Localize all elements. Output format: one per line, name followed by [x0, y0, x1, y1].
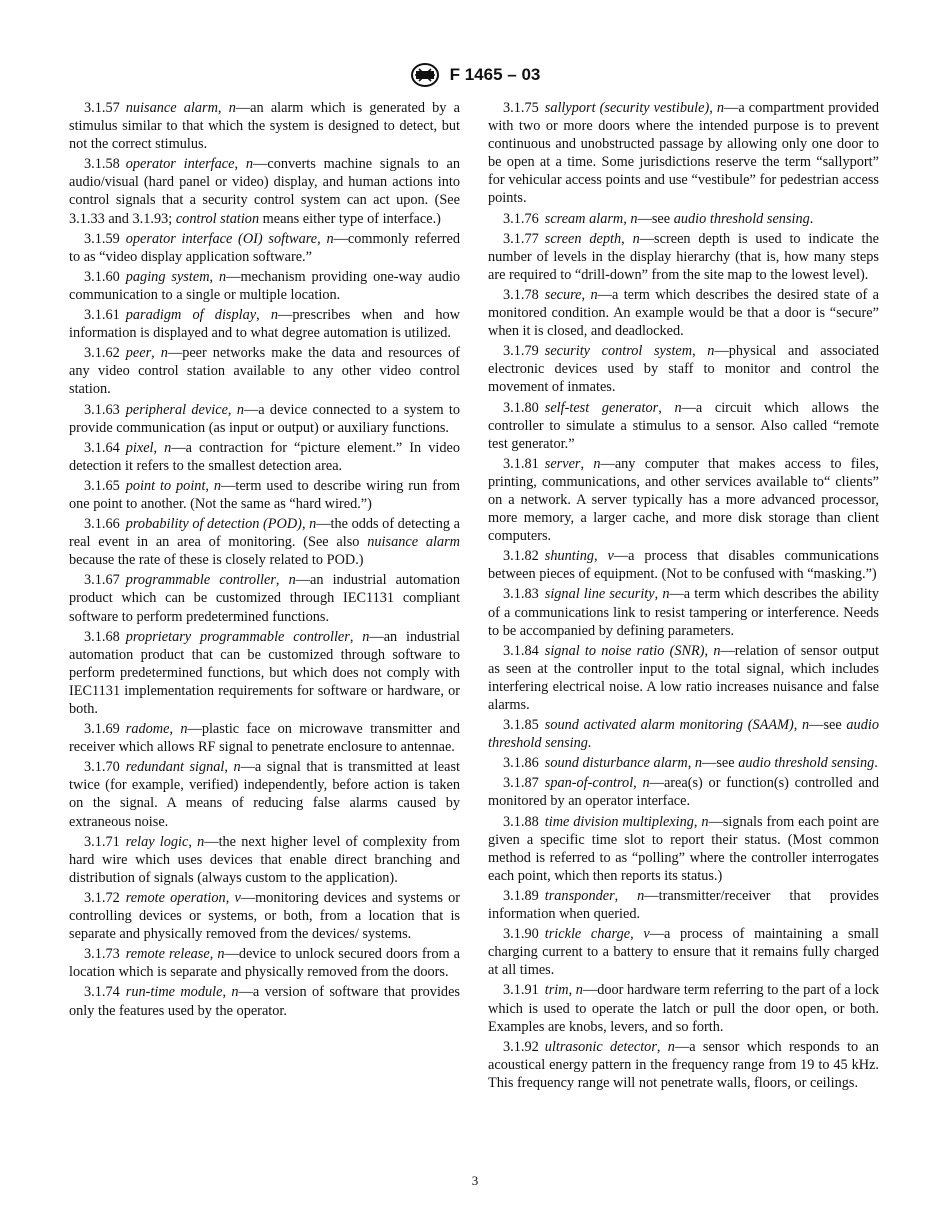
- entry-term: self-test generator: [544, 399, 659, 416]
- entry-definition: —a term which describes the desired state of a monitored condition. An example would be that a door is “secure” when it is closed, and deadlocked.: [488, 286, 879, 340]
- entry-term: server: [544, 455, 581, 472]
- definition-entry: 3.1.62 peer, n—peer networks make the data and resources of any video control station available to any other video control station.: [69, 345, 460, 398]
- definition-entry: 3.1.63 peripheral device, n—a device connected to a system to provide communication (as input or output) or auxiliary functions.: [69, 401, 460, 436]
- entry-number: 3.1.72: [84, 889, 120, 906]
- part-of-speech: n: [575, 982, 583, 999]
- part-of-speech: n: [180, 721, 188, 738]
- definition-entry: 3.1.65 point to point, n—term used to describe wiring run from one point to another. (Not the same as “hard wired.”): [69, 477, 460, 512]
- entry-term: peripheral device: [125, 401, 228, 418]
- entry-term: remote release: [125, 946, 210, 963]
- part-of-speech: n: [288, 572, 296, 589]
- page-header: [0, 62, 950, 88]
- definition-entry: 3.1.89 transponder, n—transmitter/receiver that provides information when queried.: [488, 887, 879, 923]
- entry-definition-continued: because the rate of these is closely related to POD.): [69, 552, 364, 569]
- entry-number: 3.1.61: [84, 307, 120, 324]
- definition-entry: 3.1.88 time division multiplexing, n—signals from each point are given a specific time slot to report their status. (Most common method is referred to as “polling” where the controller interrogates each point, which then reports its status.): [488, 813, 879, 884]
- entry-term: operator interface: [125, 156, 235, 173]
- entry-term: shunting: [544, 548, 595, 565]
- definition-entry: 3.1.57 nuisance alarm, n—an alarm which is generated by a stimulus similar to that which the system is designed to detect, but not the correct stimulus.: [69, 100, 460, 153]
- part-of-speech: n: [197, 833, 205, 850]
- entry-term: nuisance alarm: [125, 100, 218, 116]
- entry-term: probability of detection (POD): [125, 516, 302, 533]
- definition-entry: 3.1.75 sallyport (security vestibule), n—a compartment provided with two or more doors where the intended purpose is to prevent continuous and unobstructed passage by allowing only one door to be open at a time. Some jurisdictions reserve the term “sallyport” for vehicular access points and use “vestibule” for pedestrian access points.: [488, 100, 880, 207]
- entry-term: remote operation: [125, 889, 226, 906]
- page-number: 3: [471, 1173, 479, 1188]
- part-of-speech: n: [667, 1038, 675, 1055]
- entry-number: 3.1.75: [503, 100, 539, 116]
- entry-term: redundant signal: [125, 759, 225, 776]
- entry-term: relay logic: [125, 833, 189, 850]
- entry-definition: —area(s) or function(s) controlled and monitored by an operator interface.: [488, 775, 879, 810]
- entry-term: sound disturbance alarm: [544, 755, 688, 772]
- entry-number: 3.1.69: [84, 721, 120, 738]
- part-of-speech: n: [590, 286, 598, 303]
- definition-entry: 3.1.81 server, n—any computer that makes access to files, printing, communications, and other services available to“ clients” on a network. A server typically has a more advanced processor, more memory, a larger cache, and more disk storage than client computers.: [488, 455, 879, 545]
- entry-number: 3.1.74: [84, 984, 120, 1001]
- entry-definition: —mechanism providing one-way audio communication to a single or multiple location.: [69, 268, 461, 303]
- entry-definition: —a process that disables communications between pieces of equipment. (Not to be confused with “masking.”): [488, 548, 879, 583]
- definition-entry: 3.1.92 ultrasonic detector, n—a sensor which responds to an acoustical energy pattern in the frequency range from 19 to 45 kHz. This frequency range will not penetrate walls, floors, or ceilings.: [488, 1038, 880, 1091]
- part-of-speech: n: [270, 307, 279, 324]
- definition-entry: 3.1.84 signal to noise ratio (SNR), n—relation of sensor output as seen at the controller input to the total signal, which includes interfering electrical noise. A low ratio increases nuisance and false alarms.: [488, 642, 879, 713]
- part-of-speech: n: [642, 775, 650, 792]
- entry-term: signal line security: [544, 586, 655, 603]
- entry-number: 3.1.84: [503, 642, 539, 659]
- entry-number: 3.1.88: [503, 813, 539, 830]
- entry-number: 3.1.70: [84, 759, 120, 776]
- part-of-speech: n: [309, 516, 317, 533]
- part-of-speech: v: [607, 548, 614, 565]
- entry-term: time division multiplexing: [544, 813, 694, 830]
- entry-definition: —term used to describe wiring run from one point to another. (Not the same as “hard wired.”): [69, 477, 460, 512]
- entry-definition: —a signal that is transmitted at least twice (for example, verified) independently, before action is taken on the signal. A means of reducing false alarms caused by extraneous noise.: [69, 759, 460, 830]
- entry-definition: —an alarm which is generated by a stimulus similar to that which the system is designed to detect, but not the correct stimulus.: [69, 100, 460, 153]
- entry-number: 3.1.86: [503, 755, 539, 772]
- entry-definition-continued: means either type of interface.): [259, 210, 441, 227]
- entry-definition: —signals from each point are given a specific time slot to report their status. (Most common method is referred to as “polling” where the controller interrogates each point, which then reports its status.): [488, 813, 879, 884]
- cross-reference: audio threshold sensing: [673, 210, 810, 227]
- definition-entry: 3.1.76 scream alarm, n—see audio threshold sensing.: [503, 210, 814, 227]
- definition-entry: 3.1.74 run-time module, n—a version of software that provides only the features used by the operator.: [69, 984, 460, 1019]
- part-of-speech: n: [228, 100, 236, 116]
- definition-entry: 3.1.59 operator interface (OI) software, n—commonly referred to as “video display application software.”: [69, 230, 460, 265]
- definition-entry: 3.1.87 span-of-control, n—area(s) or function(s) controlled and monitored by an operator interface.: [488, 775, 879, 810]
- entry-term: pixel: [125, 439, 154, 456]
- part-of-speech: n: [164, 439, 172, 456]
- entry-term: secure: [544, 286, 582, 303]
- left-column: [69, 99, 460, 1022]
- definition-entry: 3.1.67 programmable controller, n—an industrial automation product which can be customized through IEC1131 compliant software to perform predetermined functions.: [69, 572, 460, 625]
- entry-term: paging system: [125, 268, 210, 285]
- part-of-speech: n: [362, 628, 370, 645]
- part-of-speech: n: [674, 399, 682, 416]
- entry-term: sound activated alarm monitoring (SAAM): [544, 717, 794, 734]
- entry-number: 3.1.73: [84, 946, 120, 963]
- part-of-speech: v: [234, 889, 241, 906]
- part-of-speech: n: [160, 345, 168, 362]
- definition-entry: 3.1.82 shunting, v—a process that disables communications between pieces of equipment. (Not to be confused with “masking.”): [488, 548, 879, 583]
- entry-definition: —monitoring devices and systems or controlling devices or systems, or both, from a location that is separate and physically removed from the devices/ systems.: [69, 889, 460, 943]
- entry-term: sallyport (security vestibule): [544, 100, 710, 116]
- entry-number: 3.1.71: [84, 833, 120, 850]
- entry-definition: —a sensor which responds to an acoustical energy pattern in the frequency range from 19 to 45 kHz. This frequency range will not penetrate walls, floors, or ceilings.: [488, 1038, 880, 1091]
- definition-entry: 3.1.83 signal line security, n—a term which describes the ability of a communications link to resist tampering or interference. Needs to be accompanied by defining parameters.: [488, 586, 879, 639]
- entry-number: 3.1.76: [503, 210, 539, 227]
- definition-entry: 3.1.69 radome, n—plastic face on microwave transmitter and receiver which allows RF signal to penetrate enclosure to antennae.: [69, 721, 460, 756]
- definition-entry: 3.1.61 paradigm of display, n—prescribes when and how information is displayed and to what degree automation is utilized.: [69, 307, 460, 342]
- part-of-speech: n: [236, 401, 244, 418]
- entry-definition: —door hardware term referring to the part of a lock which is used to operate the latch or pull the door open, or both. Examples are knobs, levers, and so forth.: [488, 982, 879, 1035]
- entry-definition: —a device connected to a system to provide communication (as input or output) or auxiliary functions.: [69, 401, 460, 436]
- definition-entry: 3.1.77 screen depth, n—screen depth is used to indicate the number of levels in the display hierarchy (that is, how many steps are required to “drill-down” from the site map to the lowest level).: [488, 230, 879, 283]
- entry-definition: —a compartment provided with two or more doors where the intended purpose is to prevent continuous and unobstructed passage by allowing only one door to be open at a time. Some jurisdictions reserve the term “sallyport” for vehicular access points and use “vestibule” for pedestrian access points.: [488, 100, 880, 207]
- entry-term: ultrasonic detector: [544, 1038, 657, 1055]
- entry-number: 3.1.57: [84, 100, 120, 116]
- definition-entry: 3.1.72 remote operation, v—monitoring devices and systems or controlling devices or systems, or both, from a location that is separate and physically removed from the devices/ systems.: [69, 889, 460, 943]
- entry-term: transponder: [544, 887, 615, 904]
- right-column: [488, 99, 879, 1094]
- definition-entry: 3.1.79 security control system, n—physical and associated electronic devices used by staff to monitor and control the movement of inmates.: [488, 343, 879, 396]
- part-of-speech: n: [707, 343, 715, 360]
- part-of-speech: n: [213, 477, 222, 494]
- entry-term: security control system: [544, 343, 693, 360]
- entry-number: 3.1.91: [503, 982, 539, 999]
- entry-definition: —a contraction for “picture element.” In video detection it refers to the smallest detection area.: [69, 439, 460, 474]
- entry-definition: —plastic face on microwave transmitter and receiver which allows RF signal to penetrate enclosure to antennae.: [69, 721, 460, 756]
- part-of-speech: n: [662, 586, 670, 603]
- definition-entry: 3.1.78 secure, n—a term which describes the desired state of a monitored condition. An example would be that a door is “secure” when it is closed, and deadlocked.: [488, 286, 879, 340]
- entry-definition: —a version of software that provides only the features used by the operator.: [69, 984, 460, 1019]
- entry-number: 3.1.92: [503, 1038, 539, 1055]
- cross-reference: audio threshold sensing.: [488, 717, 879, 752]
- entry-number: 3.1.65: [84, 477, 120, 494]
- entry-number: 3.1.80: [503, 399, 539, 416]
- entry-definition: —relation of sensor output as seen at the controller input to the total signal, which includes interfering electrical noise. A low ratio increases nuisance and false alarms.: [488, 642, 879, 713]
- part-of-speech: n: [217, 946, 225, 963]
- entry-term: paradigm of display: [125, 307, 257, 324]
- entry-definition: —transmitter/receiver that provides information when queried.: [488, 887, 879, 923]
- definition-entry: 3.1.80 self-test generator, n—a circuit which allows the controller to simulate a stimulus to a sensor. Also called “remote test generator.”: [488, 399, 879, 452]
- entry-term: run-time module: [125, 984, 223, 1001]
- entry-number: 3.1.85: [503, 717, 539, 734]
- part-of-speech: n: [593, 455, 601, 472]
- definition-entry: 3.1.58 operator interface, n—converts machine signals to an audio/visual (hard panel or video) display, and human actions into control signals that a security control system can act upon. (See 3.1.33 and 3.1.93; control station means either type of interface.): [69, 156, 460, 227]
- entry-definition: —peer networks make the data and resources of any video control station available to any other video control station.: [69, 345, 460, 398]
- astm-logo-icon: [410, 62, 440, 88]
- part-of-speech: n: [694, 755, 703, 772]
- entry-number: 3.1.59: [84, 230, 120, 247]
- part-of-speech: n: [716, 100, 725, 116]
- entry-definition: —see: [637, 210, 674, 227]
- definition-entry: 3.1.91 trim, n—door hardware term referring to the part of a lock which is used to operate the latch or pull the door open, or both. Examples are knobs, levers, and so forth.: [488, 982, 879, 1035]
- entry-term: proprietary programmable controller: [125, 628, 350, 645]
- entry-number: 3.1.89: [503, 887, 539, 904]
- entry-number: 3.1.66: [84, 516, 120, 533]
- entry-term: radome: [125, 721, 170, 738]
- entry-definition: —the odds of detecting a real event in an area of monitoring. (See also: [69, 516, 460, 551]
- definition-entry: 3.1.60 paging system, n—mechanism providing one-way audio communication to a single or multiple location.: [69, 268, 461, 303]
- part-of-speech: n: [233, 759, 241, 776]
- entry-term: signal to noise ratio (SNR): [544, 642, 705, 659]
- entry-definition: —any computer that makes access to files, printing, communications, and other services available to“ clients” on a network. A server typically has a more advanced processor, more memory, a larger cache, and more disk storage than client computers.: [488, 455, 879, 545]
- entry-definition: —an industrial automation product which can be customized through IEC1131 compliant software to perform predetermined functions.: [69, 572, 460, 625]
- entry-number: 3.1.58: [84, 156, 120, 173]
- definition-entry: 3.1.66 probability of detection (POD), n—the odds of detecting a real event in an area of monitoring. (See also nuisance alarm because the rate of these is closely related to POD.): [69, 516, 460, 569]
- entry-definition: —a circuit which allows the controller to simulate a stimulus to a sensor. Also called “remote test generator.”: [488, 399, 879, 452]
- part-of-speech: n: [630, 210, 638, 227]
- entry-definition: —physical and associated electronic devices used by staff to monitor and control the movement of inmates.: [488, 343, 879, 396]
- entry-number: 3.1.83: [503, 586, 539, 603]
- entry-definition: —see: [702, 755, 739, 772]
- entry-definition: —a process of maintaining a small charging current to a battery to ensure that it remains fully charged at all times.: [488, 926, 879, 979]
- entry-term: trim: [544, 982, 569, 999]
- entry-term: peer: [125, 345, 152, 362]
- entry-term: screen depth: [544, 230, 622, 247]
- entry-number: 3.1.79: [503, 343, 539, 360]
- entry-term: point to point: [125, 477, 206, 494]
- part-of-speech: n: [231, 984, 239, 1001]
- entry-number: 3.1.87: [503, 775, 539, 792]
- part-of-speech: n: [637, 887, 645, 904]
- definition-entry: 3.1.90 trickle charge, v—a process of maintaining a small charging current to a battery to ensure that it remains fully charged at all times.: [488, 926, 879, 979]
- entry-term: trickle charge: [544, 926, 631, 943]
- definition-entry: 3.1.71 relay logic, n—the next higher level of complexity from hard wire which uses devices that enable direct branching and distribution of signals (always custom to the application).: [69, 833, 460, 886]
- part-of-speech: n: [713, 642, 721, 659]
- part-of-speech: n: [245, 156, 254, 173]
- entry-definition: —the next higher level of complexity from hard wire which uses devices that enable direct branching and distribution of signals (always custom to the application).: [69, 833, 460, 886]
- part-of-speech: n: [326, 230, 334, 247]
- entry-definition: —see: [809, 717, 847, 734]
- part-of-speech: v: [643, 926, 650, 943]
- entry-term: operator interface (OI) software: [125, 230, 318, 247]
- entry-definition-continued: .: [809, 210, 814, 227]
- definition-entry: 3.1.68 proprietary programmable controller, n—an industrial automation product that can be customized through software to perform predetermined functions, but which does not comply with IEC1131 implementation requirements for software or hardware, or both.: [69, 628, 460, 717]
- definition-entry: 3.1.86 sound disturbance alarm, n—see audio threshold sensing.: [503, 755, 878, 772]
- part-of-speech: n: [802, 717, 810, 734]
- entry-definition-continued: .: [874, 755, 878, 772]
- part-of-speech: n: [632, 230, 640, 247]
- entry-definition: —screen depth is used to indicate the number of levels in the display hierarchy (that is, how many steps are required to “drill-down” from the site map to the lowest level).: [488, 230, 879, 283]
- definition-entry: 3.1.70 redundant signal, n—a signal that is transmitted at least twice (for example, verified) independently, before action is taken on the signal. A means of reducing false alarms caused by extraneous noise.: [69, 759, 460, 830]
- entry-number: 3.1.64: [84, 439, 120, 456]
- entry-number: 3.1.90: [503, 926, 539, 943]
- definition-entry: 3.1.85 sound activated alarm monitoring (SAAM), n—see audio threshold sensing.: [488, 717, 879, 752]
- entry-definition: —commonly referred to as “video display application software.”: [69, 230, 460, 265]
- entry-definition: —device to unlock secured doors from a location which is separate and physically removed from the doors.: [69, 946, 460, 981]
- entry-term: span-of-control: [544, 775, 634, 792]
- entry-number: 3.1.82: [503, 548, 539, 565]
- entry-number: 3.1.78: [503, 286, 539, 303]
- part-of-speech: n: [701, 813, 709, 830]
- definition-entry: 3.1.73 remote release, n—device to unlock secured doors from a location which is separate and physically removed from the doors.: [69, 946, 460, 981]
- entry-term: scream alarm: [544, 210, 624, 227]
- entry-definition: —prescribes when and how information is displayed and to what degree automation is utilized.: [69, 307, 460, 342]
- entry-definition: —converts machine signals to an audio/visual (hard panel or video) display, and human actions into control signals that a security control system can act upon. (See 3.1.33 and 3.1.93;: [69, 156, 460, 227]
- cross-reference: control station: [175, 210, 260, 227]
- entry-term: programmable controller: [125, 572, 276, 589]
- entry-number: 3.1.77: [503, 230, 539, 247]
- document-code: F 1465 – 03: [449, 65, 541, 84]
- entry-number: 3.1.63: [84, 401, 120, 418]
- entry-number: 3.1.67: [84, 572, 120, 589]
- definition-entry: 3.1.64 pixel, n—a contraction for “picture element.” In video detection it refers to the smallest detection area.: [69, 439, 460, 474]
- part-of-speech: n: [219, 268, 227, 285]
- entry-number: 3.1.68: [84, 628, 120, 645]
- cross-reference: nuisance alarm: [367, 534, 460, 551]
- cross-reference: audio threshold sensing: [738, 755, 875, 772]
- entry-number: 3.1.62: [84, 345, 120, 362]
- entry-number: 3.1.81: [503, 455, 539, 472]
- entry-definition: —an industrial automation product that can be customized through software to perform predetermined functions, but which does not comply with IEC1131 implementation requirements for software or hardware, or both.: [69, 628, 460, 717]
- entry-definition: —a term which describes the ability of a communications link to resist tampering or interference. Needs to be accompanied by defining parameters.: [488, 586, 879, 639]
- entry-number: 3.1.60: [84, 268, 120, 285]
